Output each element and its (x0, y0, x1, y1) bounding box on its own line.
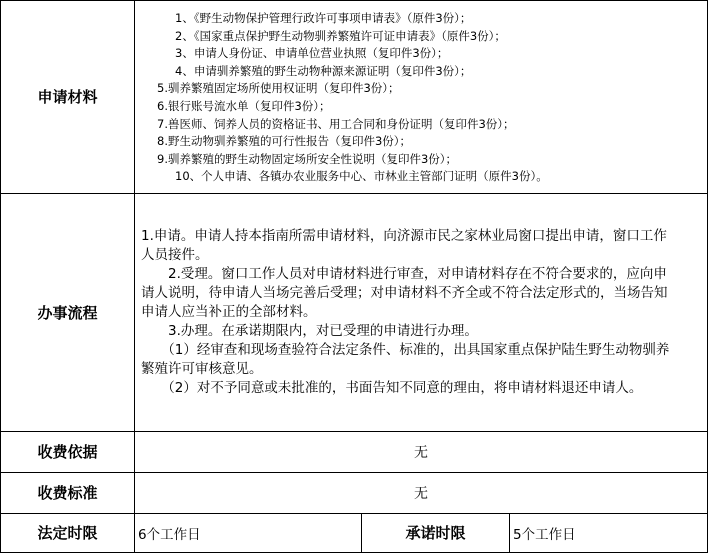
material-item: 4、申请驯养繁殖的野生动物种源来源证明（复印件3份）； (175, 63, 472, 78)
materials-list (135, 1, 708, 194)
material-item: 8.野生动物驯养繁殖的可行性报告（复印件3份）； (157, 134, 412, 149)
process-label: 办事流程 (1, 193, 135, 431)
material-item: 7.兽医师、饲养人员的资格证书、用工合同和身份证明（复印件3份）； (157, 116, 515, 131)
materials-row (1, 1, 708, 194)
fee-standard-value: 无 (135, 472, 708, 513)
process-paragraph: （2）对不予同意或未批准的，书面告知不同意的理由，将申请材料退还申请人。 (141, 379, 643, 396)
process-paragraph: 2.受理。窗口工作人员对申请材料进行审查，对申请材料存在不符合要求的，应向申请人说明，待申请人当场完善后受理；对申请材料不齐全或不符合法定形式的，当场告知申请人应当补正的全部材料。 (141, 265, 668, 320)
promise-time-label: 承诺时限 (362, 513, 510, 552)
material-item: 10、个人申请、各镇办农业服务中心、市林业主管部门证明（原件3份）。 (175, 169, 548, 184)
process-paragraph: 3.办理。在承诺期限内，对已受理的申请进行办理。 (141, 322, 478, 339)
material-item: 5.驯养繁殖固定场所使用权证明（复印件3份）； (157, 81, 400, 96)
fee-basis-label: 收费依据 (1, 431, 135, 472)
promise-time-value: 5个工作日 (510, 513, 708, 552)
time-limit-row (1, 513, 708, 552)
material-item: 2、《国家重点保护野生动物驯养繁殖许可证申请表》（原件3份）； (175, 28, 506, 43)
material-item: 6.银行账号流水单（复印件3份）； (157, 98, 331, 113)
process-text (135, 193, 708, 431)
fee-basis-value: 无 (135, 431, 708, 472)
process-paragraph: （1）经审查和现场查验符合法定条件、标准的，出具国家重点保护陆生野生动物驯养繁殖许可审核意见。 (141, 341, 670, 377)
legal-time-value: 6个工作日 (135, 513, 362, 552)
material-item: 9.驯养繁殖的野生动物固定场所安全性说明（复印件3份）； (157, 151, 458, 166)
fee-basis-row (1, 431, 708, 472)
material-item: 1、《野生动物保护管理行政许可事项申请表》（原件3份）； (175, 11, 472, 25)
fee-standard-label: 收费标准 (1, 472, 135, 513)
material-item: 3、申请人身份证、申请单位营业执照（复印件3份）； (175, 46, 449, 61)
legal-time-label: 法定时限 (1, 513, 135, 552)
fee-standard-row (1, 472, 708, 513)
materials-label: 申请材料 (1, 1, 135, 194)
process-paragraph: 1.申请。申请人持本指南所需申请材料，向济源市民之家林业局窗口提出申请，窗口工作人员接件。 (141, 227, 667, 263)
process-row (1, 193, 708, 431)
